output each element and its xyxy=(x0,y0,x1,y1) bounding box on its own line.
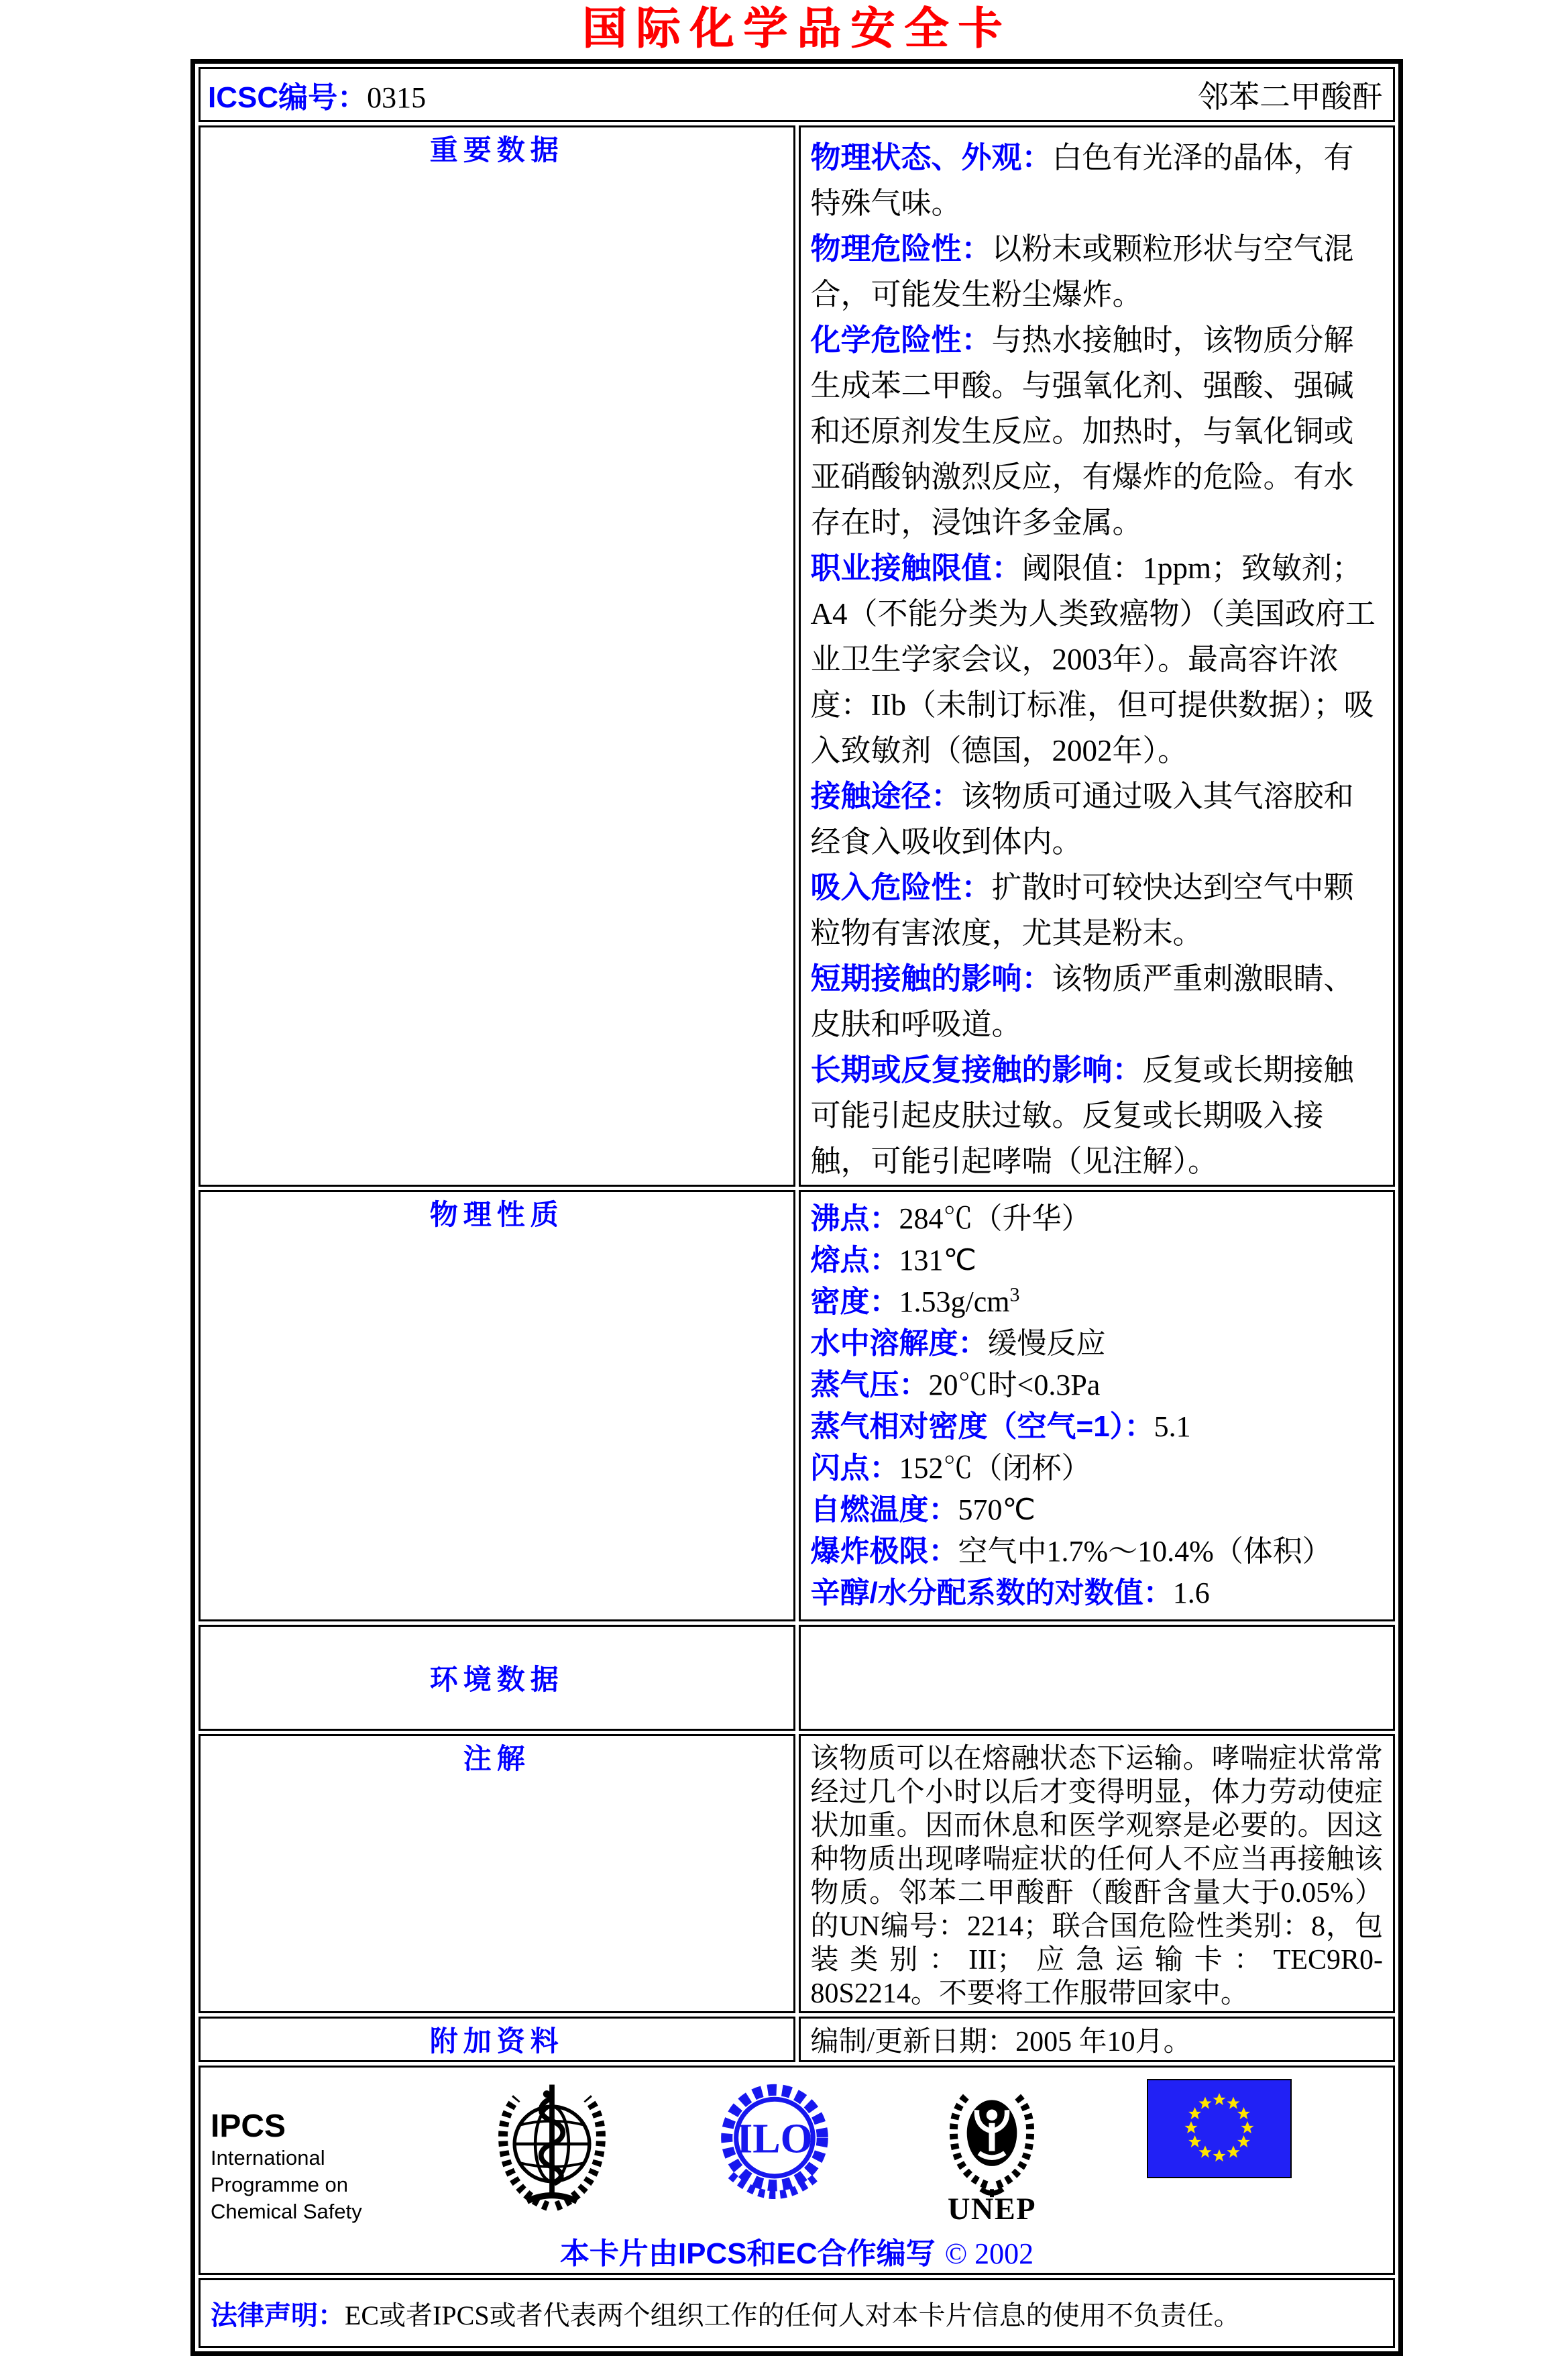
field-label: 沸点： xyxy=(810,1202,899,1235)
header-cell xyxy=(199,67,1395,122)
legal-notice-label: 法律声明： xyxy=(211,2300,345,2331)
copyright-text: © 2002 xyxy=(944,2237,1034,2270)
organizations-cell xyxy=(199,2066,1395,2275)
organizations-row xyxy=(199,2066,1395,2275)
property-line xyxy=(811,1281,1384,1323)
important-data-item xyxy=(811,135,1384,226)
physical-properties-content xyxy=(801,1193,1393,1614)
section-label-additional-info: 附加资料 xyxy=(199,2017,795,2062)
field-value: 131℃ xyxy=(899,1244,976,1277)
field-value: 白色有光泽的晶体，有特殊气味。 xyxy=(810,141,1354,220)
field-value: 该物质严重刺激眼睛、皮肤和呼吸道。 xyxy=(810,962,1354,1041)
icsc-number-value: 0315 xyxy=(367,81,427,114)
property-line xyxy=(811,1364,1384,1406)
important-data-content xyxy=(801,128,1393,1184)
field-value: 以粉末或颗粒形状与空气混合，可能发生粉尘爆炸。 xyxy=(810,232,1354,311)
field-label: 接触途径： xyxy=(810,779,962,813)
field-label: 物理状态、外观： xyxy=(810,140,1052,174)
footer-caption xyxy=(201,2229,1392,2272)
additional-info-cell xyxy=(799,2017,1396,2062)
field-label: 熔点： xyxy=(810,1244,899,1277)
legal-notice-row xyxy=(199,2278,1395,2348)
environmental-data-cell xyxy=(799,1625,1396,1731)
important-data-item xyxy=(811,773,1384,865)
field-value: 反复或长期接触可能引起皮肤过敏。反复或长期吸入接触，可能引起哮喘（见注解）。 xyxy=(810,1053,1354,1178)
notes-cell xyxy=(799,1734,1396,2013)
cooperation-caption: 本卡片由IPCS和EC合作编写 xyxy=(559,2237,936,2270)
section-label-physical-properties: 物理性质 xyxy=(199,1190,795,1621)
field-label: 吸入危险性： xyxy=(810,870,992,904)
section-label-environmental-data: 环境数据 xyxy=(199,1625,795,1731)
card-table xyxy=(190,59,1403,2356)
property-line xyxy=(811,1406,1384,1448)
ipcs-title: IPCS xyxy=(211,2108,286,2144)
ilo-logo-icon xyxy=(712,2079,837,2213)
field-label: 辛醇/水分配系数的对数值： xyxy=(810,1576,1173,1609)
field-value: 570℃ xyxy=(958,1493,1035,1526)
legal-notice-content xyxy=(201,2294,1392,2333)
page-title: 国际化学品安全卡 xyxy=(582,5,1011,54)
field-label: 水中溶解度： xyxy=(810,1327,988,1360)
field-label: 职业接触限值： xyxy=(810,551,1022,585)
important-data-item xyxy=(811,1047,1384,1184)
important-data-item xyxy=(811,865,1384,956)
field-label: 物理危险性： xyxy=(810,231,992,266)
logo-strip xyxy=(201,2068,1392,2225)
field-label: 密度： xyxy=(810,1285,899,1318)
field-label: 自燃温度： xyxy=(810,1493,958,1526)
field-value: 与热水接触时，该物质分解生成苯二甲酸。与强氧化剂、强酸、强碱和还原剂发生反应。加热时，与氧化铜或亚硝酸钠激烈反应，有爆炸的危险。有水存在时，浸蚀许多金属。 xyxy=(810,323,1354,539)
chemical-name: 邻苯二甲酸酐 xyxy=(1198,80,1383,114)
field-value: 空气中1.7%～10.4%（体积） xyxy=(958,1535,1332,1568)
field-label: 闪点： xyxy=(810,1452,899,1485)
field-value: 152℃（闭杯） xyxy=(899,1452,1091,1485)
additional-info-content: 编制/更新日期：2005 年10月。 xyxy=(810,2027,1192,2057)
unep-logo-text: UNEP xyxy=(948,2192,1036,2221)
field-label: 蒸气压： xyxy=(810,1369,929,1401)
property-line xyxy=(811,1198,1384,1240)
important-data-item xyxy=(811,226,1384,317)
field-label: 长期或反复接触的影响： xyxy=(810,1053,1143,1087)
ipcs-subtitle-line: Chemical Safety xyxy=(211,2200,362,2223)
property-line xyxy=(811,1240,1384,1281)
important-data-cell xyxy=(799,125,1396,1187)
field-value: 1.6 xyxy=(1172,1576,1210,1609)
legal-notice-text: EC或者IPCS或者代表两个组织工作的任何人对本卡片信息的使用不负责任。 xyxy=(345,2300,1241,2331)
superscript: 3 xyxy=(1009,1283,1020,1306)
additional-info-row xyxy=(199,2017,1395,2062)
icsc-number-label: ICSC编号： xyxy=(208,81,368,114)
field-value: 20℃时<0.3Pa xyxy=(928,1369,1101,1401)
important-data-row xyxy=(199,125,1395,1187)
property-line xyxy=(811,1489,1384,1531)
eu-flag-icon xyxy=(1147,2079,1292,2178)
important-data-item xyxy=(811,545,1384,773)
ilo-logo-text: ILO xyxy=(736,2116,813,2162)
field-value: 284℃（升华） xyxy=(899,1202,1091,1235)
ipcs-subtitle-line: International xyxy=(211,2146,325,2170)
field-label: 爆炸极限： xyxy=(810,1535,958,1568)
physical-properties-row xyxy=(199,1190,1395,1621)
header-row xyxy=(199,67,1395,122)
field-label: 短期接触的影响： xyxy=(810,961,1052,996)
notes-content: 该物质可以在熔融状态下运输。哮喘症状常常经过几个小时以后才变得明显，体力劳动使症状加重。因而休息和医学观察是必要的。因这种物质出现哮喘症状的任何人不应当再接触该物质。邻苯二甲酸酐（酸酐含量大于0.05%）的UN编号：2214；联合国危险性类别：8，包装类别：III；应急运输卡：TEC9R0-80S2214。不要将工作服带回家中。 xyxy=(810,1744,1383,2009)
field-value: 缓慢反应 xyxy=(987,1327,1106,1360)
icsc-number-field xyxy=(208,73,426,116)
physical-properties-cell xyxy=(799,1190,1396,1621)
field-value: 1.53g/cm xyxy=(899,1285,1010,1318)
header-content xyxy=(201,72,1392,117)
ipcs-subtitle-line: Programme on xyxy=(211,2173,349,2196)
important-data-item xyxy=(811,317,1384,545)
property-line xyxy=(811,1323,1384,1364)
field-value: 阈限值：1ppm；致敏剂；A4（不能分类为人类致癌物）（美国政府工业卫生学家会议，2003年）。最高容许浓度：IIb（未制订标准，但可提供数据）；吸入致敏剂（德国，2002年）。 xyxy=(810,551,1376,767)
legal-notice-cell xyxy=(199,2278,1395,2348)
field-value: 该物质可通过吸入其气溶胶和经食入吸收到体内。 xyxy=(810,780,1354,859)
environmental-data-row xyxy=(199,1625,1395,1731)
field-value: 5.1 xyxy=(1154,1410,1191,1443)
field-label: 化学危险性： xyxy=(810,323,992,357)
property-line xyxy=(811,1531,1384,1572)
who-logo-icon xyxy=(490,2079,614,2213)
notes-row xyxy=(199,1734,1395,2013)
property-line xyxy=(811,1572,1384,1614)
section-label-important-data: 重要数据 xyxy=(199,125,795,1187)
icsc-card-sheet xyxy=(190,0,1403,2356)
field-value: 扩散时可较快达到空气中颗粒物有害浓度，尤其是粉末。 xyxy=(810,871,1354,950)
section-label-notes: 注解 xyxy=(199,1734,795,2013)
field-label: 蒸气相对密度（空气=1）： xyxy=(810,1410,1154,1443)
ipcs-block xyxy=(211,2079,392,2225)
important-data-item xyxy=(811,956,1384,1047)
property-line xyxy=(811,1448,1384,1489)
